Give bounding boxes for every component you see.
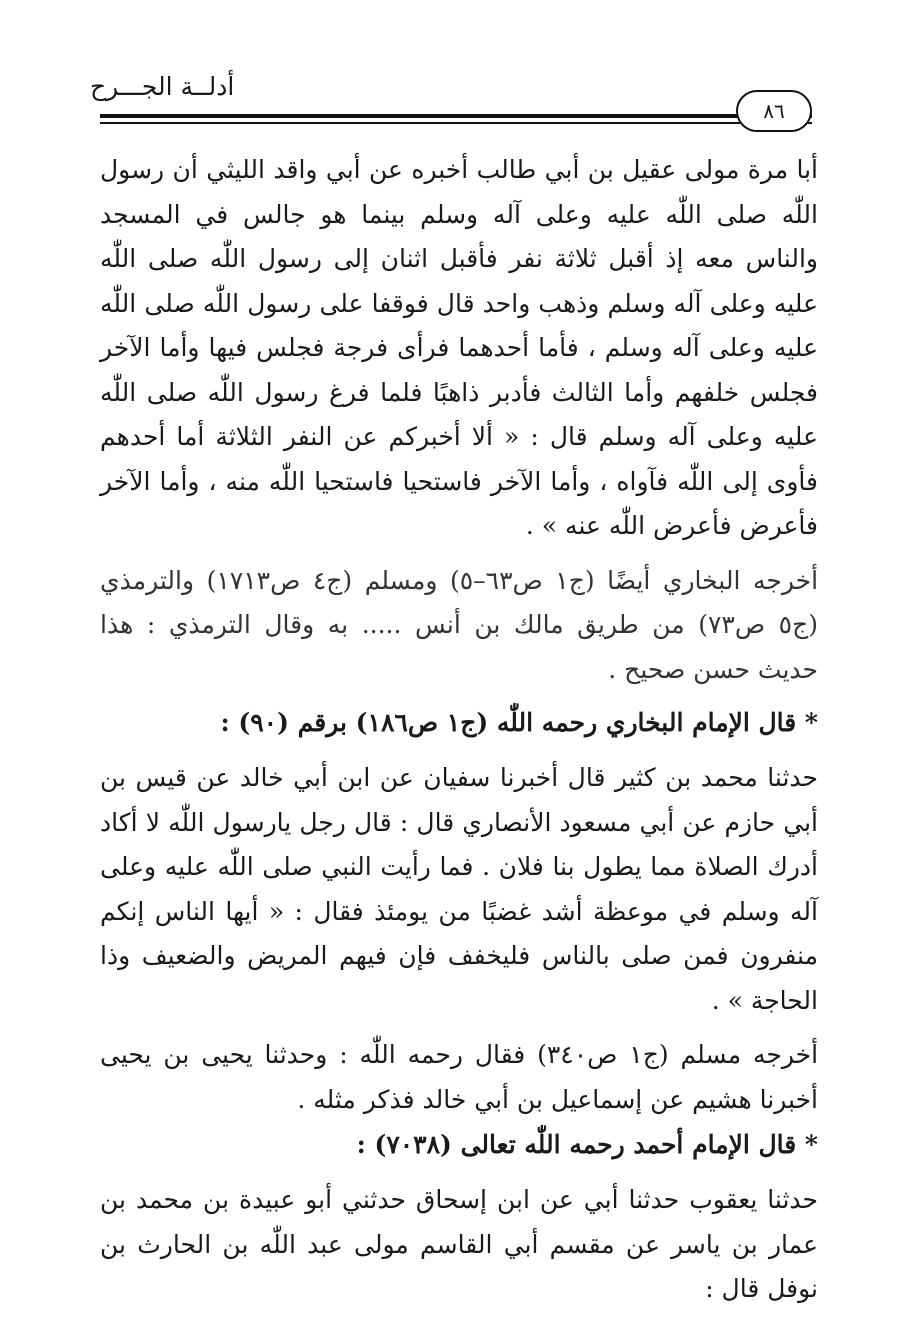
page-number [736, 90, 812, 132]
running-title: أدلــة الجـــرح [90, 72, 235, 101]
hadith-isnad-paragraph: حدثنا يعقوب حدثنا أبي عن ابن إسحاق حدثني أبو عبيدة بن محمد بن عمار بن ياسر عن مقسم أبي القاسم مولى عبد اللّٰه بن الحارث بن نوفل قال : [100, 1185, 818, 1303]
takhrij-paragraph-muslim: أخرجه مسلم (ج١ ص٣٤٠) فقال رحمه اللّٰه : وحدثنا يحيى بن يحيى أخبرنا هشيم عن إسماعيل بن أبي خالد فذكر مثله . [100, 1040, 819, 1114]
header-rule-thin [100, 122, 812, 124]
header-rule-thick [100, 114, 812, 118]
page-number-text: ٨٦ [763, 99, 785, 123]
page-body [100, 148, 818, 1312]
section-heading-bukhari: * قال الإمام البخاري رحمه اللّٰه (ج١ ص١٨٦) برقم (٩٠) : [220, 708, 818, 737]
section-heading-ahmad: * قال الإمام أحمد رحمه اللّٰه تعالى (٧٠٣٨) : [356, 1130, 818, 1159]
hadith-text-paragraph: أبا مرة مولى عقيل بن أبي طالب أخبره عن أبي واقد الليثي أن رسول اللّٰه صلى اللّٰه عليه وعلى آله وسلم بينما هو جالس في المسجد والناس معه إذ أقبل ثلاثة نفر فأقبل اثنان إلى رسول اللّٰه صلى اللّٰه عليه وعلى آله وسلم وذهب واحد قال فوقفا على رسول اللّٰه صلى اللّٰه عليه وعلى آله وسلم ، فأما أحدهما فرأى فرجة فجلس فيها وأما الآخر فجلس خلفهم وأما الثالث فأدبر ذاهبًا فلما فرغ رسول اللّٰه صلى اللّٰه عليه وعلى آله وسلم قال : « ألا أخبركم عن النفر الثلاثة أما أحدهم فأوى إلى اللّٰه فآواه ، وأما الآخر فاستحيا فاستحيا اللّٰه منه ، وأما الآخر فأعرض فأعرض اللّٰه عنه » . [100, 155, 818, 540]
takhrij-paragraph: أخرجه البخاري أيضًا (ج١ ص٦٣–٥) ومسلم (ج٤ ص١٧١٣) والترمذي (ج٥ ص٧٣) من طريق مالك بن أنس ..... به وقال الترمذي : هذا حديث حسن صحيح . [100, 565, 819, 684]
hadith-text-paragraph-2: حدثنا محمد بن كثير قال أخبرنا سفيان عن ابن أبي خالد عن قيس بن أبي حازم عن أبي مسعود الأنصاري قال : قال رجل يارسول اللّٰه لا أكاد أدرك الصلاة مما يطول بنا فلان . فما رأيت النبي صلى اللّٰه عليه وعلى آله وسلم في موعظة أشد غضبًا من يومئذ فقال : « أيها الناس إنكم منفرون فمن صلى بالناس فليخفف فإن فيهم المريض والضعيف وذا الحاجة » . [100, 763, 818, 1015]
